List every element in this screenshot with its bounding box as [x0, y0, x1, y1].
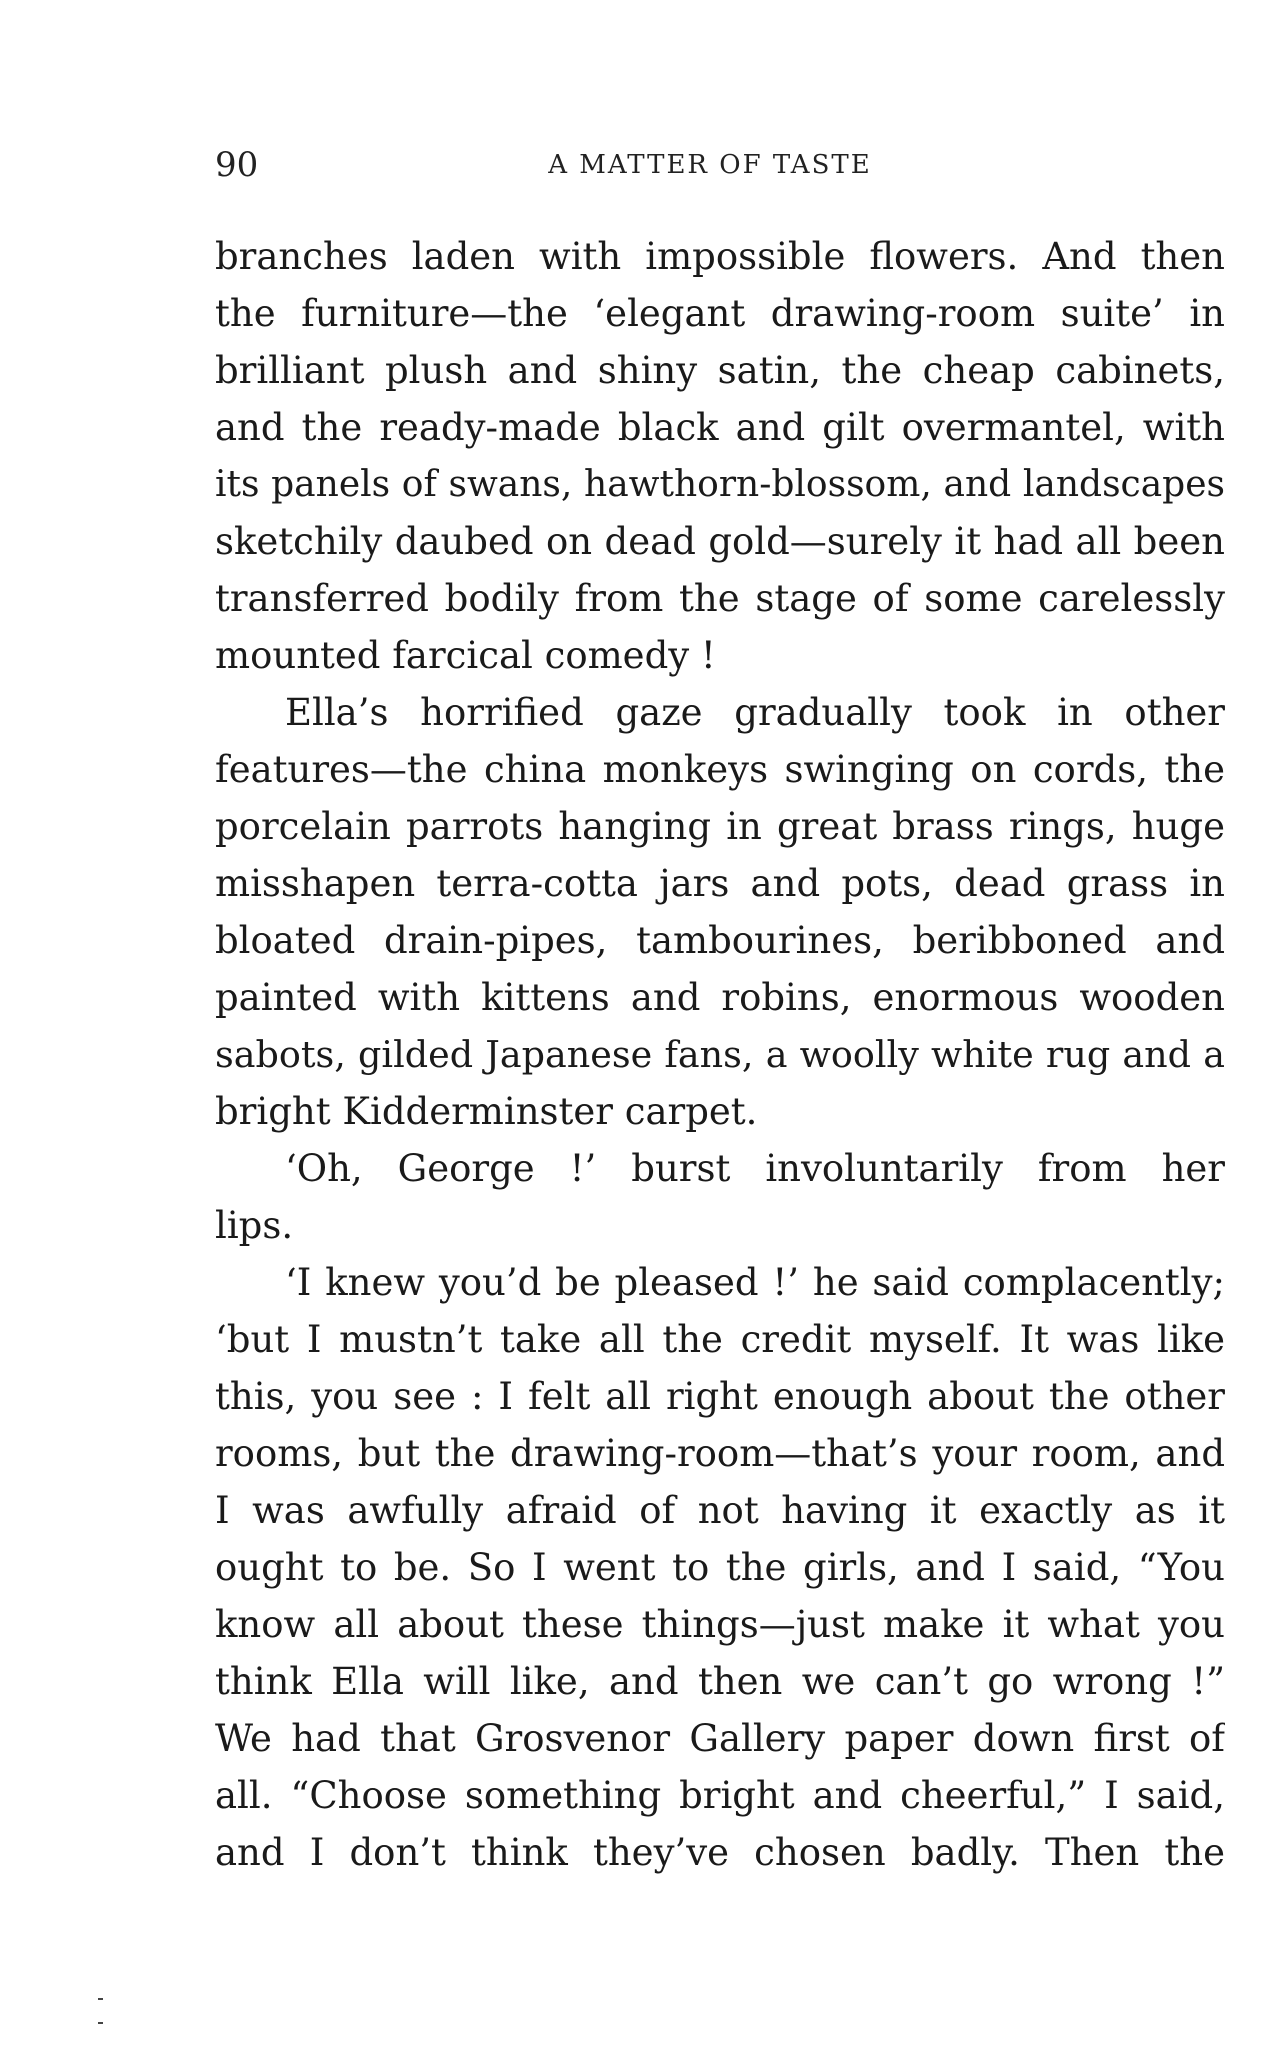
margin-mark	[98, 1998, 103, 2000]
text-line: Ella’s horrified gaze gradually took in other	[285, 691, 1225, 734]
text-line: and I don’t think they’ve chosen badly. Then the	[215, 1831, 1225, 1874]
text-line: branches laden with impossible flowers. And then	[215, 235, 1225, 278]
text-line: ‘I knew you’d be pleased !’ he said complacently;	[285, 1261, 1225, 1304]
page-number: 90	[215, 145, 259, 185]
text-line: We had that Grosvenor Gallery paper down first of	[215, 1717, 1225, 1760]
text-line: think Ella will like, and then we can’t go wrong !”	[215, 1660, 1225, 1703]
text-line: porcelain parrots hanging in great brass rings, huge	[215, 805, 1225, 848]
text-line: sabots, gilded Japanese fans, a woolly white rug and a	[215, 1033, 1225, 1076]
text-line: painted with kittens and robins, enormous wooden	[215, 976, 1225, 1019]
text-line: sketchily daubed on dead gold—surely it had all been	[215, 520, 1225, 563]
text-line: its panels of swans, hawthorn-blossom, and landscapes	[215, 464, 1225, 505]
text-line: brilliant plush and shiny satin, the cheap cabinets,	[215, 349, 1225, 392]
margin-mark	[98, 2022, 103, 2024]
text-line: I was awfully afraid of not having it exactly as it	[215, 1489, 1225, 1532]
text-line: the furniture—the ‘elegant drawing-room suite’ in	[215, 292, 1225, 335]
text-line: bright Kidderminster carpet.	[215, 1090, 758, 1133]
text-line: lips.	[215, 1204, 294, 1247]
text-line: ought to be. So I went to the girls, and I said, “You	[215, 1546, 1225, 1589]
text-line: and the ready-made black and gilt overmantel, with	[215, 406, 1225, 449]
text-line: features—the china monkeys swinging on cords, the	[215, 748, 1225, 791]
text-line: all. “Choose something bright and cheerful,” I said,	[215, 1774, 1225, 1817]
text-line: ‘Oh, George !’ burst involuntarily from her	[285, 1147, 1225, 1190]
text-line: mounted farcical comedy !	[215, 634, 716, 677]
page-header	[215, 143, 1225, 187]
body-text	[215, 228, 1225, 1881]
text-line: ‘but I mustn’t take all the credit myself. It was like	[215, 1318, 1225, 1361]
text-line: know all about these things—just make it what you	[215, 1603, 1225, 1646]
text-line: transferred bodily from the stage of some carelessly	[215, 577, 1225, 620]
text-line: this, you see : I felt all right enough about the other	[215, 1375, 1225, 1418]
text-line: bloated drain-pipes, tambourines, beribboned and	[215, 919, 1225, 962]
margin-marks	[98, 1998, 104, 2038]
text-line: rooms, but the drawing-room—that’s your room, and	[215, 1432, 1225, 1475]
text-line: misshapen terra-cotta jars and pots, dead grass in	[215, 862, 1225, 905]
running-head: A MATTER OF TASTE	[548, 150, 872, 180]
